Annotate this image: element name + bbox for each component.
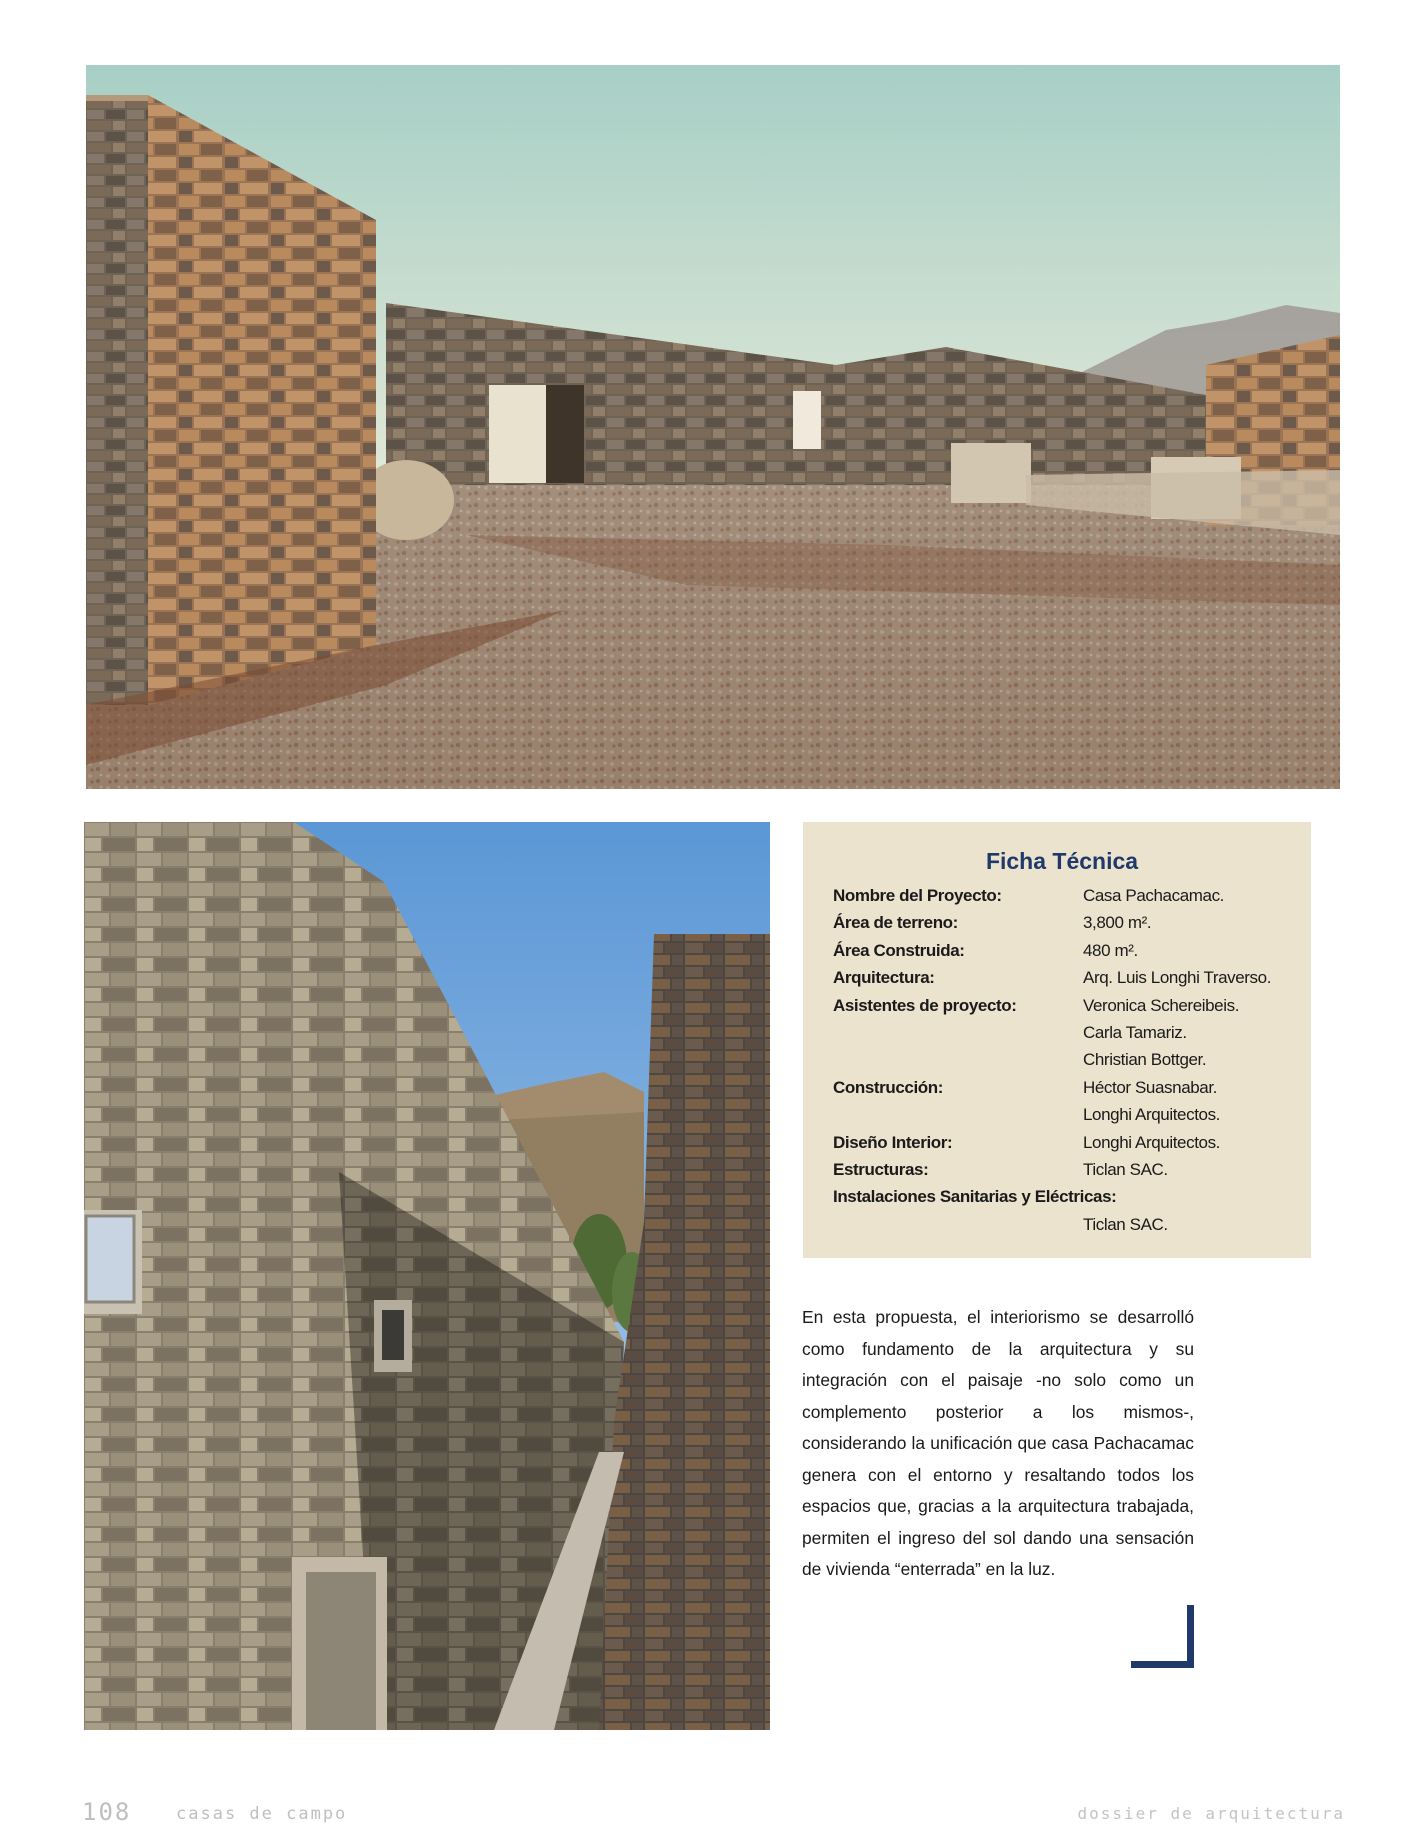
row-label: Asistentes de proyecto:	[833, 995, 1017, 1015]
row-label: Arquitectura:	[833, 968, 935, 988]
row-label: Instalaciones Sanitarias y Eléctricas:	[833, 1187, 1117, 1207]
row-value: Veronica Schereibeis.	[1083, 995, 1240, 1015]
magazine-name: dossier de arquitectura	[1077, 1804, 1345, 1823]
technical-sheet-row	[833, 1183, 1291, 1210]
top-photo	[86, 65, 1340, 789]
technical-sheet-title: Ficha Técnica	[985, 848, 1139, 874]
row-label	[833, 1019, 1083, 1046]
technical-sheet-row	[833, 1101, 1291, 1128]
row-value: Christian Bottger.	[1083, 1050, 1207, 1070]
technical-sheet-row	[833, 1074, 1291, 1101]
row-value: Ticlan SAC.	[1083, 1214, 1168, 1234]
technical-sheet-row	[833, 1211, 1291, 1238]
technical-sheet-row	[833, 992, 1291, 1019]
row-value: Casa Pachacamac.	[1083, 886, 1225, 905]
technical-sheet-row	[833, 937, 1291, 964]
bottom-photo	[84, 822, 770, 1730]
corner-mark	[1131, 1605, 1194, 1668]
technical-sheet-row	[833, 964, 1291, 991]
bottom-photo-illustration	[84, 822, 770, 1730]
section-name: casas de campo	[176, 1804, 348, 1824]
body-paragraph: En esta propuesta, el interiorismo se desarrolló como fundamento de la arquitectura y su integración con el paisaje -no solo como un complemento posterior a los mismos-, considerando la unificación que casa Pachacamac genera con el entorno y resaltando todos los espacios que, gracias a la arquitectura trabajada, permiten el ingreso del sol dando una sensación de vivienda “enterrada” en la luz.	[802, 1307, 1194, 1579]
technical-sheet-row	[833, 909, 1291, 936]
technical-sheet-row	[833, 882, 1291, 909]
row-value: Carla Tamariz.	[1083, 1023, 1187, 1043]
technical-sheet-row	[833, 1129, 1291, 1156]
page-number: 108	[82, 1798, 132, 1826]
row-label	[833, 1211, 1083, 1238]
technical-sheet-row	[833, 1046, 1291, 1073]
row-label: Área de terreno:	[833, 913, 958, 933]
row-label: Diseño Interior:	[833, 1132, 953, 1152]
row-label: Área Construida:	[833, 940, 965, 960]
row-label: Estructuras:	[833, 1160, 929, 1180]
row-value: Longhi Arquitectos.	[1083, 1105, 1220, 1125]
row-value: Longhi Arquitectos.	[1083, 1132, 1220, 1152]
technical-sheet-row	[833, 1019, 1291, 1046]
row-label: Construcción:	[833, 1077, 944, 1097]
technical-sheet-row	[833, 1156, 1291, 1183]
row-value: Héctor Suasnabar.	[1083, 1077, 1218, 1097]
top-photo-illustration	[86, 65, 1340, 789]
row-value: Ticlan SAC.	[1083, 1160, 1168, 1180]
row-value: 480 m².	[1083, 940, 1138, 960]
row-value: Arq. Luis Longhi Traverso.	[1083, 968, 1272, 988]
technical-sheet	[803, 822, 1311, 1258]
row-label	[833, 1101, 1083, 1128]
row-label	[833, 1046, 1083, 1073]
row-label: Nombre del Proyecto:	[833, 886, 1002, 905]
row-value: 3,800 m².	[1083, 913, 1152, 933]
